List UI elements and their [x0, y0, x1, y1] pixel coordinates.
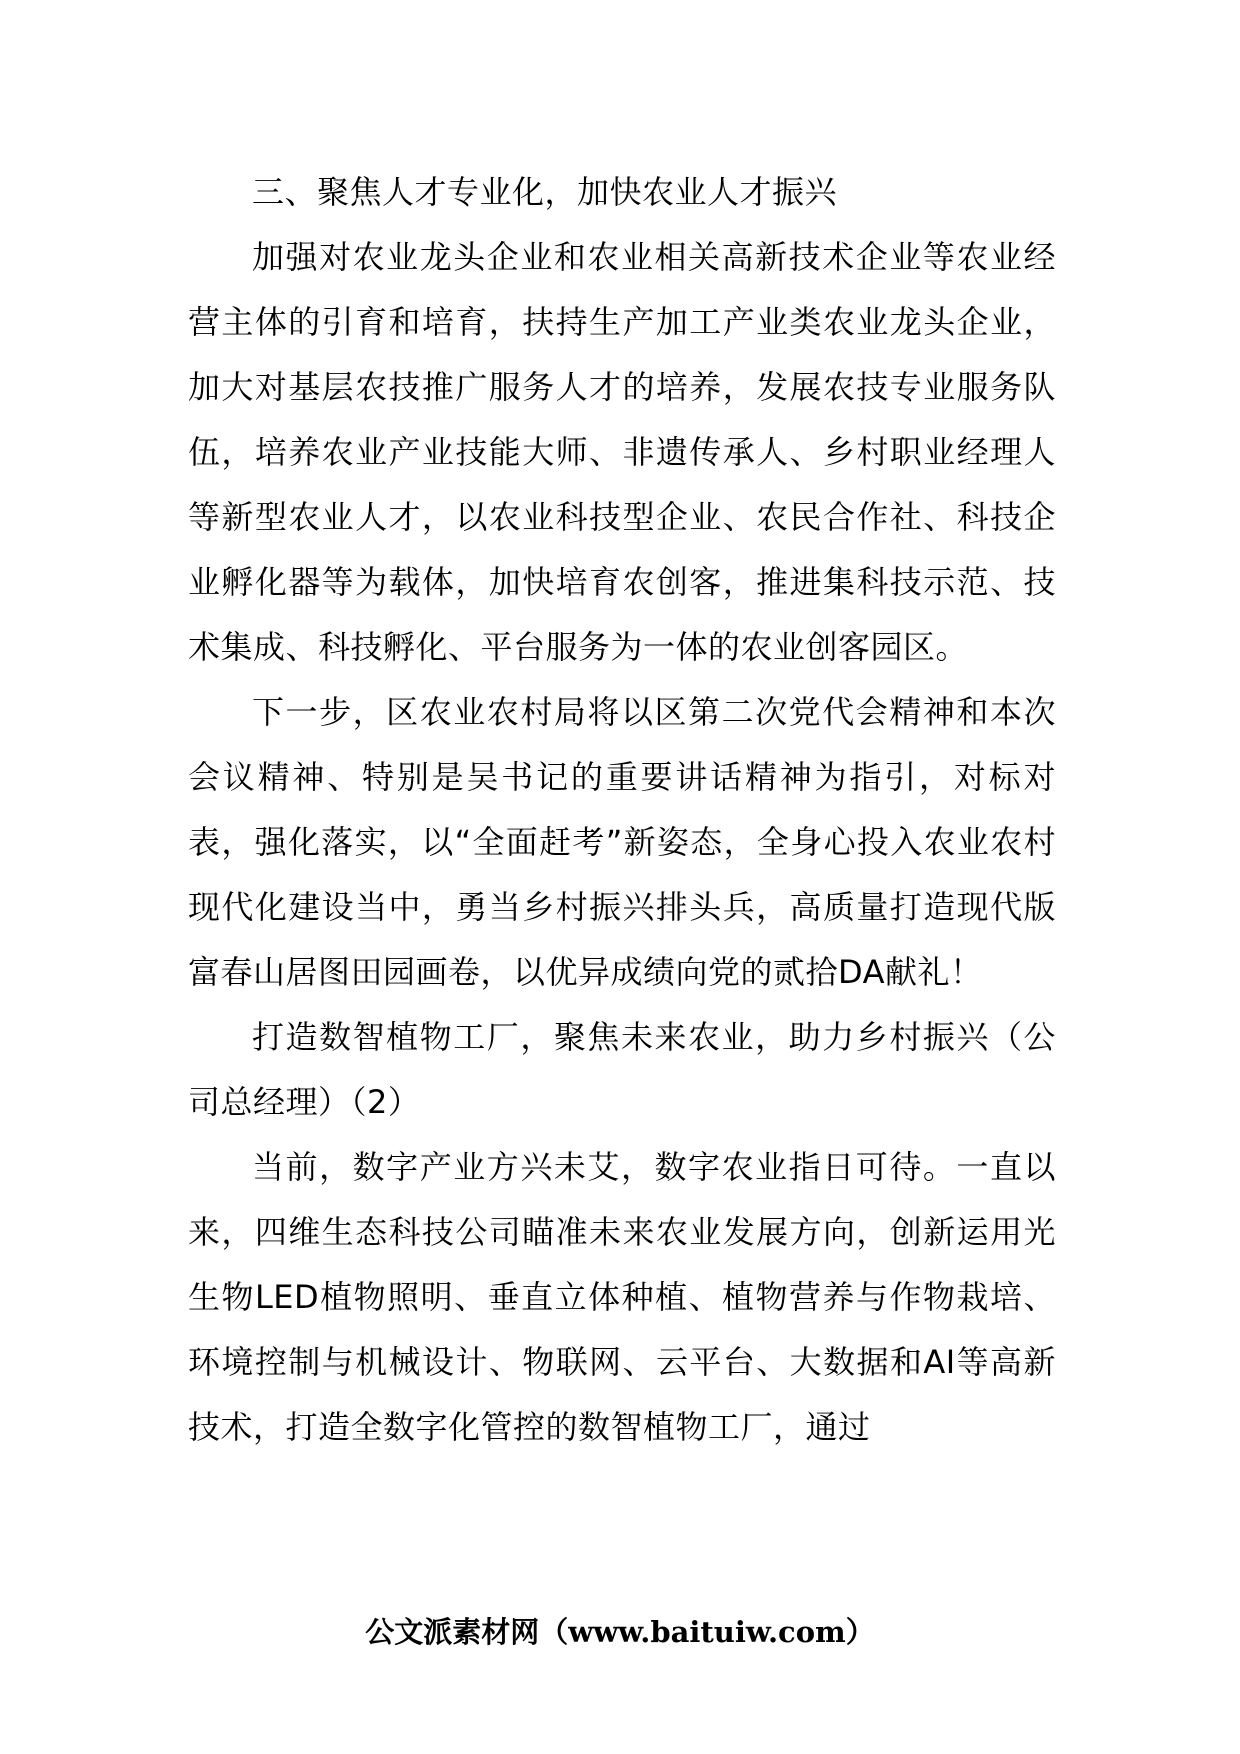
paragraph-subtitle: 打造数智植物工厂，聚焦未来农业，助力乡村振兴（公司总经理）（2） [188, 1018, 1056, 1121]
section-heading: 三、聚焦人才专业化，加快农业人才振兴 [252, 173, 838, 211]
paragraph-next-step: 下一步，区农业农村局将以区第二次党代会精神和本次会议精神、特别是吴书记的重要讲话精神为指引，对标对表，强化落实，以“全面赶考”新姿态，全身心投入农业农村现代化建设当中，勇当乡村振兴排头兵，高质量打造现代版富春山居图田园画卷，以优异成绩向党的贰拾DA献礼！ [188, 693, 1056, 991]
paragraph-talent: 加强对农业龙头企业和农业相关高新技术企业等农业经营主体的引育和培育，扶持生产加工产业类农业龙头企业，加大对基层农技推广服务人才的培养，发展农技专业服务队伍，培养农业产业技能大师、非遗传承人、乡村职业经理人等新型农业人才，以农业科技型企业、农民合作社、科技企业孵化器等为载体，加快培育农创客，推进集科技示范、技术集成、科技孵化、平台服务为一体的农业创客园区。 [188, 238, 1056, 666]
footer-watermark: 公文派素材网（www.baituiw.com） [365, 1615, 875, 1649]
paragraph-digital-agriculture: 当前，数字产业方兴未艾，数字农业指日可待。一直以来，四维生态科技公司瞄准未来农业发展方向，创新运用光生物LED植物照明、垂直立体种植、植物营养与作物栽培、环境控制与机械设计、物联网、云平台、大数据和AI等高新技术，打造全数字化管控的数智植物工厂，通过 [188, 1148, 1056, 1446]
document-body [188, 160, 1056, 1460]
